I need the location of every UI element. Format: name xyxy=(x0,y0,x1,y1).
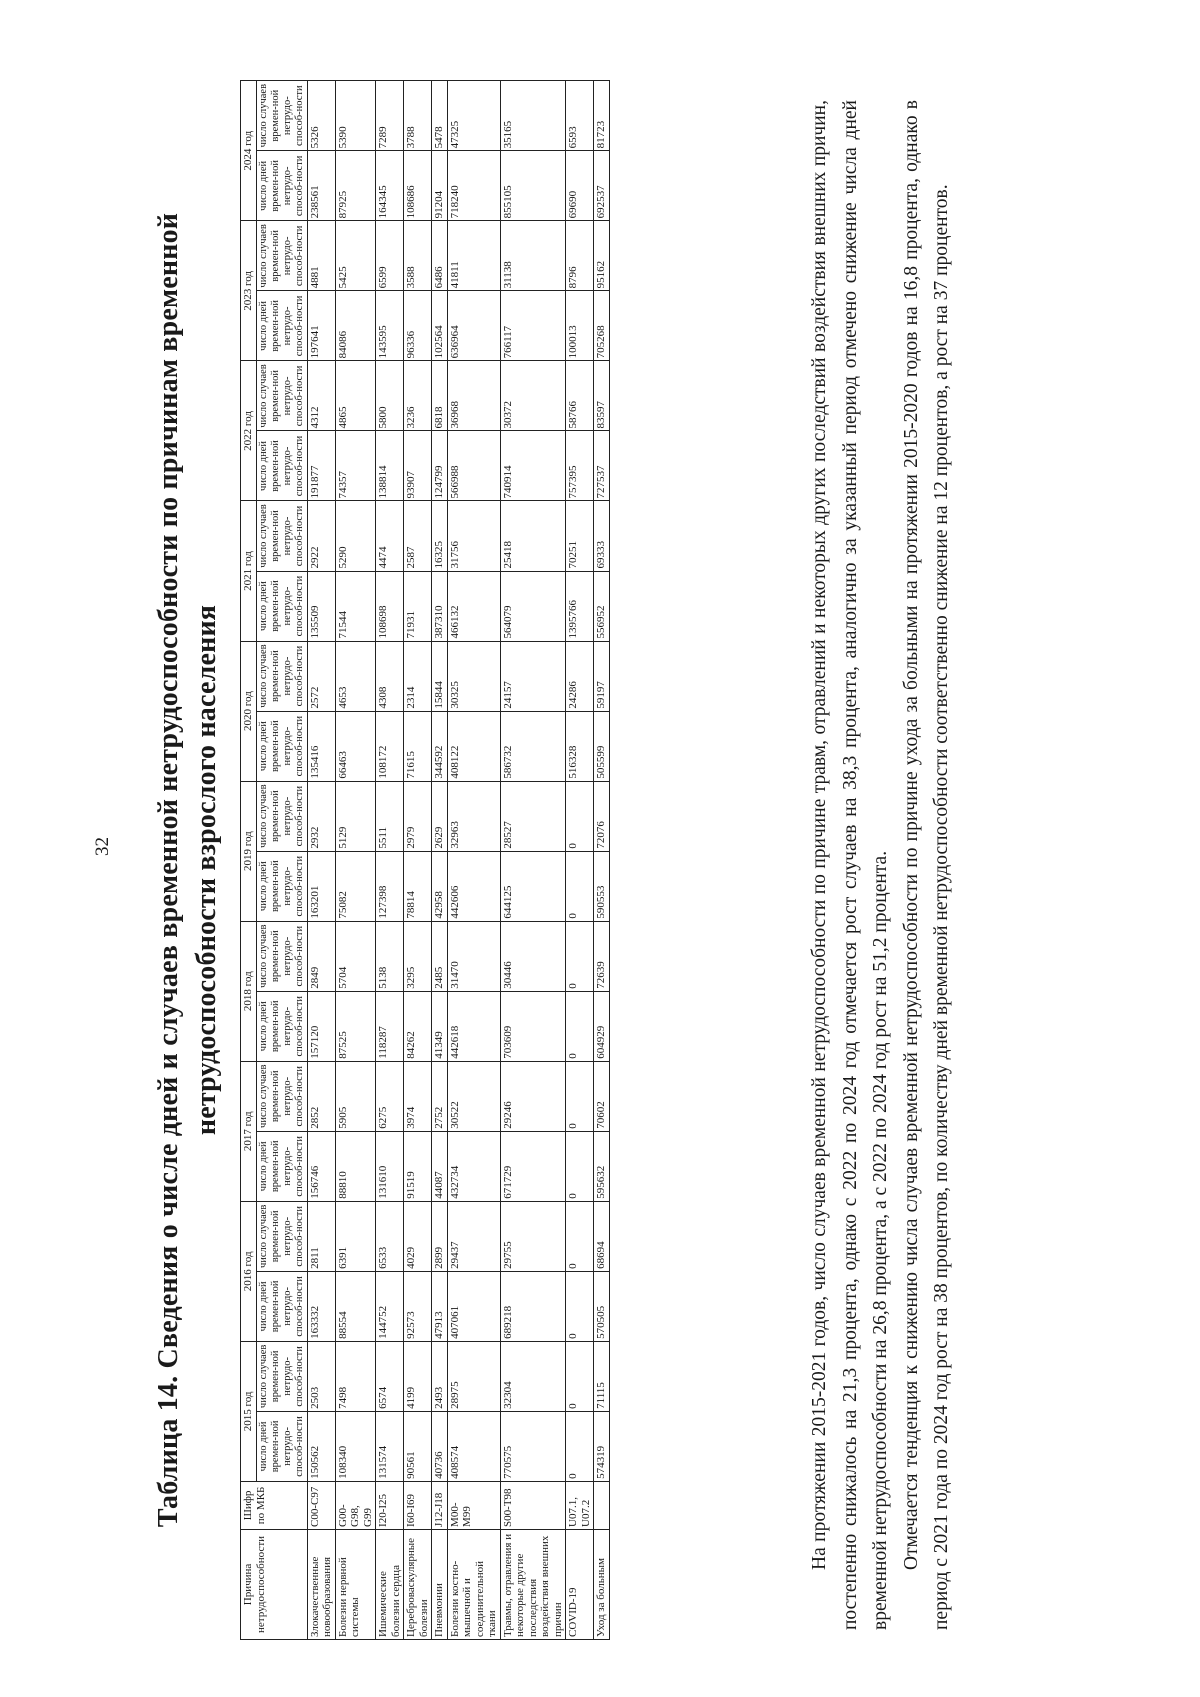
cases-value-cell: 35165 xyxy=(500,81,566,151)
days-value-cell: 387310 xyxy=(432,571,448,641)
cases-value-cell: 2503 xyxy=(307,1341,335,1411)
days-value-cell: 131610 xyxy=(376,1131,404,1201)
cases-value-cell: 2572 xyxy=(307,641,335,711)
days-value-cell: 88554 xyxy=(335,1271,376,1341)
days-value-cell: 100013 xyxy=(566,291,594,361)
year-header: 2017 год xyxy=(241,1061,257,1201)
cause-cell: Травмы, отравления и некоторые другие последствия воздействия внешних причин xyxy=(500,1529,566,1639)
days-value-cell: 432734 xyxy=(447,1131,500,1201)
days-value-cell: 78814 xyxy=(404,851,432,921)
code-header: Шифр по МКБ xyxy=(241,1481,308,1529)
page-number: 32 xyxy=(92,837,113,856)
days-value-cell: 0 xyxy=(566,1411,594,1481)
days-subheader: число дней времен-ной нетрудо-способ-ности xyxy=(256,851,307,921)
days-value-cell: 671729 xyxy=(500,1131,566,1201)
table-row xyxy=(307,81,335,1640)
days-value-cell: 127398 xyxy=(376,851,404,921)
cases-value-cell: 15844 xyxy=(432,641,448,711)
days-value-cell: 91204 xyxy=(432,151,448,221)
cases-value-cell: 4312 xyxy=(307,361,335,431)
table-row xyxy=(432,81,448,1640)
table-row xyxy=(376,81,404,1640)
cases-value-cell: 4865 xyxy=(335,361,376,431)
cases-value-cell: 5800 xyxy=(376,361,404,431)
cases-value-cell: 29246 xyxy=(500,1061,566,1131)
cause-cell: Ишемические болезни сердца xyxy=(376,1529,404,1639)
table-row xyxy=(335,81,376,1640)
cases-value-cell: 16325 xyxy=(432,501,448,571)
cause-cell: COVID-19 xyxy=(566,1529,594,1639)
cases-value-cell: 25418 xyxy=(500,501,566,571)
cases-value-cell: 3295 xyxy=(404,921,432,991)
cases-value-cell: 2493 xyxy=(432,1341,448,1411)
cases-value-cell: 0 xyxy=(566,1061,594,1131)
code-cell: I20-I25 xyxy=(376,1481,404,1529)
year-header: 2015 год xyxy=(241,1341,257,1481)
cases-value-cell: 5390 xyxy=(335,81,376,151)
cases-value-cell: 6486 xyxy=(432,221,448,291)
days-value-cell: 138814 xyxy=(376,431,404,501)
days-value-cell: 47913 xyxy=(432,1271,448,1341)
cases-value-cell: 5129 xyxy=(335,781,376,851)
days-value-cell: 71544 xyxy=(335,571,376,641)
cases-value-cell: 2849 xyxy=(307,921,335,991)
cases-value-cell: 0 xyxy=(566,781,594,851)
cases-value-cell: 3974 xyxy=(404,1061,432,1131)
days-value-cell: 586732 xyxy=(500,711,566,781)
cases-value-cell: 2314 xyxy=(404,641,432,711)
days-value-cell: 66463 xyxy=(335,711,376,781)
days-value-cell: 118287 xyxy=(376,991,404,1061)
year-header: 2016 год xyxy=(241,1201,257,1341)
days-value-cell: 163332 xyxy=(307,1271,335,1341)
days-value-cell: 197641 xyxy=(307,291,335,361)
days-value-cell: 770575 xyxy=(500,1411,566,1481)
table-title-line-1: Таблица 14. Сведения о числе дней и случаев временной нетрудоспособности по причинам временной xyxy=(153,212,184,1528)
days-value-cell: 570505 xyxy=(594,1271,610,1341)
cases-value-cell: 2852 xyxy=(307,1061,335,1131)
cases-value-cell: 6533 xyxy=(376,1201,404,1271)
days-value-cell: 689218 xyxy=(500,1271,566,1341)
cases-value-cell: 71115 xyxy=(594,1341,610,1411)
cases-value-cell: 2485 xyxy=(432,921,448,991)
cases-value-cell: 30372 xyxy=(500,361,566,431)
cases-subheader: число случаев времен-ной нетрудо-способ-ности xyxy=(256,641,307,711)
cases-value-cell: 2922 xyxy=(307,501,335,571)
cause-cell: Болезни костно-мышечной и соединительной ткани xyxy=(447,1529,500,1639)
cases-value-cell: 81723 xyxy=(594,81,610,151)
days-value-cell: 574319 xyxy=(594,1411,610,1481)
days-value-cell: 595632 xyxy=(594,1131,610,1201)
cases-value-cell: 72076 xyxy=(594,781,610,851)
cases-value-cell: 36968 xyxy=(447,361,500,431)
days-value-cell: 692537 xyxy=(594,151,610,221)
cases-value-cell: 6818 xyxy=(432,361,448,431)
cases-value-cell: 6391 xyxy=(335,1201,376,1271)
paragraph-1: На протяжении 2015-2021 годов, число случаев временной нетрудоспособности по причине травм, отравлений и некоторых других последствий воздействия внешних причин, постепенно снижалось на 21,3 процента, однако с 2022 по 2024 год отмечается рост случаев на 38,3 процента, аналогично за указанный период отмечено снижение числа дней временной нетрудоспособности на 26,8 процента, а с 2022 по 2024 год рост на 51,2 процента. xyxy=(809,100,891,1630)
code-cell: G00-G98, G99 xyxy=(335,1481,376,1529)
cases-value-cell: 5511 xyxy=(376,781,404,851)
days-value-cell: 407061 xyxy=(447,1271,500,1341)
cases-value-cell: 95162 xyxy=(594,221,610,291)
cases-value-cell: 6593 xyxy=(566,81,594,151)
days-subheader: число дней времен-ной нетрудо-способ-ности xyxy=(256,1411,307,1481)
days-value-cell: 156746 xyxy=(307,1131,335,1201)
table-row xyxy=(500,81,566,1640)
days-value-cell: 93907 xyxy=(404,431,432,501)
cases-value-cell: 4029 xyxy=(404,1201,432,1271)
days-value-cell: 442606 xyxy=(447,851,500,921)
paragraph-2: Отмечается тенденция к снижению числа случаев временной нетрудоспособности по причине ухода за больными на протяжении 2015-2020 годов на 16,8 процента, однако в период с 2021 года по 2024 год рост на 38 процентов, по количеству дней временной нетрудоспособности соответственно снижение на 12 процентов, а рост на 37 процентов. xyxy=(900,100,952,1630)
days-value-cell: 505599 xyxy=(594,711,610,781)
days-value-cell: 164345 xyxy=(376,151,404,221)
cases-subheader: число случаев времен-ной нетрудо-способ-ности xyxy=(256,501,307,571)
cases-value-cell: 8796 xyxy=(566,221,594,291)
table-header-row-measures xyxy=(256,81,307,1640)
days-value-cell: 74357 xyxy=(335,431,376,501)
days-value-cell: 344592 xyxy=(432,711,448,781)
cases-value-cell: 28975 xyxy=(447,1341,500,1411)
days-value-cell: 466132 xyxy=(447,571,500,641)
days-subheader: число дней времен-ной нетрудо-способ-ности xyxy=(256,1271,307,1341)
days-value-cell: 590553 xyxy=(594,851,610,921)
days-subheader: число дней времен-ной нетрудо-способ-ности xyxy=(256,291,307,361)
days-value-cell: 740914 xyxy=(500,431,566,501)
rotated-page-content xyxy=(150,70,1080,1670)
days-value-cell: 604929 xyxy=(594,991,610,1061)
cases-value-cell: 30325 xyxy=(447,641,500,711)
days-value-cell: 757395 xyxy=(566,431,594,501)
year-header: 2018 год xyxy=(241,921,257,1061)
days-value-cell: 44087 xyxy=(432,1131,448,1201)
days-value-cell: 108340 xyxy=(335,1411,376,1481)
year-header: 2021 год xyxy=(241,501,257,641)
cases-subheader: число случаев времен-ной нетрудо-способ-ности xyxy=(256,921,307,991)
cause-header: Причина нетрудоспособности xyxy=(241,1529,308,1639)
days-value-cell: 408122 xyxy=(447,711,500,781)
days-value-cell: 0 xyxy=(566,1131,594,1201)
days-value-cell: 855105 xyxy=(500,151,566,221)
cases-value-cell: 70602 xyxy=(594,1061,610,1131)
body-text xyxy=(805,100,958,1630)
days-value-cell: 1395766 xyxy=(566,571,594,641)
cases-value-cell: 5704 xyxy=(335,921,376,991)
cases-value-cell: 69333 xyxy=(594,501,610,571)
days-value-cell: 84086 xyxy=(335,291,376,361)
cases-subheader: число случаев времен-ной нетрудо-способ-ности xyxy=(256,81,307,151)
table-row xyxy=(566,81,594,1640)
cases-value-cell: 32304 xyxy=(500,1341,566,1411)
cases-value-cell: 2811 xyxy=(307,1201,335,1271)
cases-value-cell: 5138 xyxy=(376,921,404,991)
days-value-cell: 703609 xyxy=(500,991,566,1061)
cases-value-cell: 31470 xyxy=(447,921,500,991)
days-value-cell: 108698 xyxy=(376,571,404,641)
cases-value-cell: 28527 xyxy=(500,781,566,851)
cases-value-cell: 4653 xyxy=(335,641,376,711)
table-row xyxy=(404,81,432,1640)
cases-value-cell: 41811 xyxy=(447,221,500,291)
days-value-cell: 69690 xyxy=(566,151,594,221)
cases-subheader: число случаев времен-ной нетрудо-способ-ности xyxy=(256,1061,307,1131)
cases-value-cell: 5905 xyxy=(335,1061,376,1131)
table-row xyxy=(594,81,610,1640)
days-value-cell: 41349 xyxy=(432,991,448,1061)
days-value-cell: 564079 xyxy=(500,571,566,641)
cases-value-cell: 6275 xyxy=(376,1061,404,1131)
days-value-cell: 163201 xyxy=(307,851,335,921)
days-value-cell: 727537 xyxy=(594,431,610,501)
table-title xyxy=(150,70,226,1670)
days-value-cell: 636964 xyxy=(447,291,500,361)
code-cell: I60-I69 xyxy=(404,1481,432,1529)
days-value-cell: 0 xyxy=(566,991,594,1061)
days-value-cell: 96336 xyxy=(404,291,432,361)
days-value-cell: 0 xyxy=(566,1271,594,1341)
days-value-cell: 191877 xyxy=(307,431,335,501)
code-cell: M00-M99 xyxy=(447,1481,500,1529)
days-value-cell: 556952 xyxy=(594,571,610,641)
cases-value-cell: 5425 xyxy=(335,221,376,291)
days-value-cell: 705268 xyxy=(594,291,610,361)
days-value-cell: 442618 xyxy=(447,991,500,1061)
cases-value-cell: 29437 xyxy=(447,1201,500,1271)
cases-value-cell: 3788 xyxy=(404,81,432,151)
year-header: 2023 год xyxy=(241,221,257,361)
cause-cell: Пневмонии xyxy=(432,1529,448,1639)
cases-value-cell: 2932 xyxy=(307,781,335,851)
cases-value-cell: 59197 xyxy=(594,641,610,711)
days-value-cell: 408574 xyxy=(447,1411,500,1481)
cases-value-cell: 6599 xyxy=(376,221,404,291)
cases-subheader: число случаев времен-ной нетрудо-способ-ности xyxy=(256,221,307,291)
table-header-row-years xyxy=(241,81,257,1640)
days-value-cell: 71931 xyxy=(404,571,432,641)
cause-cell: Злокачественные новообразования xyxy=(307,1529,335,1639)
cases-subheader: число случаев времен-ной нетрудо-способ-ности xyxy=(256,1201,307,1271)
cases-value-cell: 4308 xyxy=(376,641,404,711)
cases-value-cell: 3588 xyxy=(404,221,432,291)
table-title-line-2: нетрудоспособности взрослого населения xyxy=(191,604,222,1136)
days-value-cell: 150562 xyxy=(307,1411,335,1481)
year-header: 2020 год xyxy=(241,641,257,781)
cases-value-cell: 4474 xyxy=(376,501,404,571)
days-value-cell: 516328 xyxy=(566,711,594,781)
days-value-cell: 144752 xyxy=(376,1271,404,1341)
cases-value-cell: 0 xyxy=(566,921,594,991)
days-value-cell: 157120 xyxy=(307,991,335,1061)
code-cell: U07.1, U07.2 xyxy=(566,1481,594,1529)
cause-cell: Уход за больным xyxy=(594,1529,610,1639)
cases-value-cell: 4881 xyxy=(307,221,335,291)
cases-value-cell: 83597 xyxy=(594,361,610,431)
days-value-cell: 566988 xyxy=(447,431,500,501)
cases-value-cell: 30522 xyxy=(447,1061,500,1131)
table-body xyxy=(307,81,609,1640)
days-value-cell: 131574 xyxy=(376,1411,404,1481)
cases-value-cell: 5290 xyxy=(335,501,376,571)
cases-subheader: число случаев времен-ной нетрудо-способ-ности xyxy=(256,781,307,851)
code-cell: S00-T98 xyxy=(500,1481,566,1529)
cases-value-cell: 58766 xyxy=(566,361,594,431)
days-value-cell: 143595 xyxy=(376,291,404,361)
cases-subheader: число случаев времен-ной нетрудо-способ-ности xyxy=(256,361,307,431)
cases-value-cell: 2979 xyxy=(404,781,432,851)
days-subheader: число дней времен-ной нетрудо-способ-ности xyxy=(256,151,307,221)
days-value-cell: 102564 xyxy=(432,291,448,361)
cases-value-cell: 29755 xyxy=(500,1201,566,1271)
cases-value-cell: 70251 xyxy=(566,501,594,571)
days-value-cell: 90561 xyxy=(404,1411,432,1481)
days-subheader: число дней времен-ной нетрудо-способ-ности xyxy=(256,571,307,641)
days-value-cell: 135509 xyxy=(307,571,335,641)
days-value-cell: 124799 xyxy=(432,431,448,501)
days-value-cell: 92573 xyxy=(404,1271,432,1341)
days-value-cell: 108172 xyxy=(376,711,404,781)
cases-value-cell: 5326 xyxy=(307,81,335,151)
cases-value-cell: 47325 xyxy=(447,81,500,151)
days-value-cell: 238561 xyxy=(307,151,335,221)
cases-value-cell: 5478 xyxy=(432,81,448,151)
cases-value-cell: 24157 xyxy=(500,641,566,711)
days-subheader: число дней времен-ной нетрудо-способ-ности xyxy=(256,991,307,1061)
disability-table xyxy=(240,80,610,1640)
year-header: 2022 год xyxy=(241,361,257,501)
cause-cell: Цереброваскулярные болезни xyxy=(404,1529,432,1639)
days-subheader: число дней времен-ной нетрудо-способ-ности xyxy=(256,711,307,781)
days-value-cell: 135416 xyxy=(307,711,335,781)
days-value-cell: 718240 xyxy=(447,151,500,221)
days-value-cell: 766117 xyxy=(500,291,566,361)
days-value-cell: 87525 xyxy=(335,991,376,1061)
days-value-cell: 42958 xyxy=(432,851,448,921)
cases-value-cell: 0 xyxy=(566,1341,594,1411)
days-subheader: число дней времен-ной нетрудо-способ-ности xyxy=(256,1131,307,1201)
table-row xyxy=(447,81,500,1640)
year-header: 2019 год xyxy=(241,781,257,921)
cases-value-cell: 24286 xyxy=(566,641,594,711)
cases-value-cell: 31138 xyxy=(500,221,566,291)
cases-value-cell: 7289 xyxy=(376,81,404,151)
cases-value-cell: 2629 xyxy=(432,781,448,851)
cases-value-cell: 7498 xyxy=(335,1341,376,1411)
days-value-cell: 108686 xyxy=(404,151,432,221)
cases-value-cell: 3236 xyxy=(404,361,432,431)
days-value-cell: 75082 xyxy=(335,851,376,921)
days-value-cell: 88810 xyxy=(335,1131,376,1201)
code-cell xyxy=(594,1481,610,1529)
cases-value-cell: 2587 xyxy=(404,501,432,571)
year-header: 2024 год xyxy=(241,81,257,221)
days-value-cell: 71615 xyxy=(404,711,432,781)
days-value-cell: 91519 xyxy=(404,1131,432,1201)
cases-subheader: число случаев времен-ной нетрудо-способ-ности xyxy=(256,1341,307,1411)
days-value-cell: 0 xyxy=(566,851,594,921)
cases-value-cell: 6574 xyxy=(376,1341,404,1411)
days-value-cell: 644125 xyxy=(500,851,566,921)
cases-value-cell: 2752 xyxy=(432,1061,448,1131)
cases-value-cell: 2899 xyxy=(432,1201,448,1271)
days-subheader: число дней времен-ной нетрудо-способ-ности xyxy=(256,431,307,501)
days-value-cell: 87925 xyxy=(335,151,376,221)
code-cell: C00-C97 xyxy=(307,1481,335,1529)
cases-value-cell: 31756 xyxy=(447,501,500,571)
cases-value-cell: 68694 xyxy=(594,1201,610,1271)
code-cell: J12-J18 xyxy=(432,1481,448,1529)
days-value-cell: 84262 xyxy=(404,991,432,1061)
cases-value-cell: 4199 xyxy=(404,1341,432,1411)
days-value-cell: 40736 xyxy=(432,1411,448,1481)
cases-value-cell: 72639 xyxy=(594,921,610,991)
cases-value-cell: 0 xyxy=(566,1201,594,1271)
cases-value-cell: 32963 xyxy=(447,781,500,851)
cases-value-cell: 30446 xyxy=(500,921,566,991)
cause-cell: Болезни нервной системы xyxy=(335,1529,376,1639)
